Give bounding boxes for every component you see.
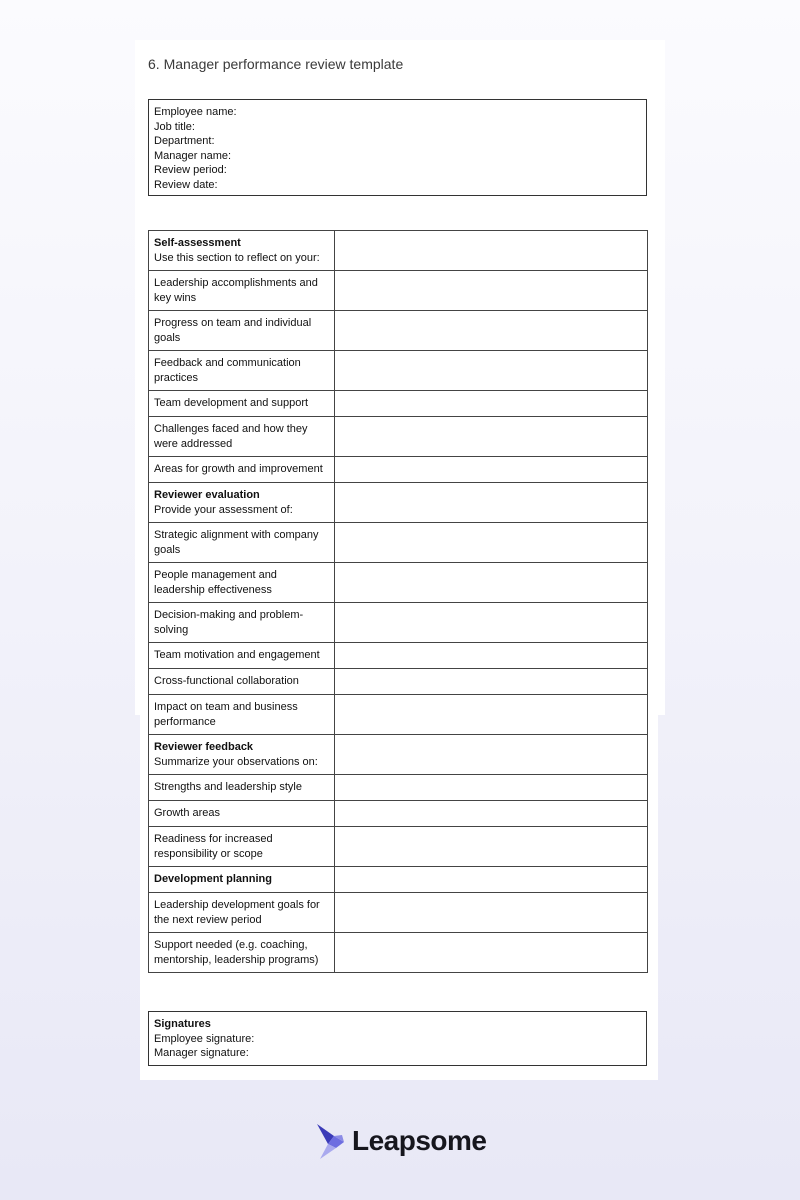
table-row xyxy=(149,417,648,457)
row-text: Impact on team and business performance xyxy=(154,700,298,728)
response-cell[interactable] xyxy=(335,695,648,735)
table-row xyxy=(149,523,648,563)
section-heading: Development planning xyxy=(154,873,272,886)
row-text: Use this section to reflect on your: xyxy=(154,251,320,264)
row-text: Cross-functional collaboration xyxy=(154,675,299,688)
review-table xyxy=(148,230,648,973)
response-cell[interactable] xyxy=(335,775,648,801)
response-cell[interactable] xyxy=(335,563,648,603)
row-label xyxy=(149,827,335,867)
table-row xyxy=(149,483,648,523)
row-text: Team motivation and engagement xyxy=(154,649,320,662)
info-field: Review period: xyxy=(154,164,227,177)
signatures-heading: Signatures xyxy=(154,1018,211,1030)
table-row xyxy=(149,603,648,643)
row-label xyxy=(149,271,335,311)
row-label xyxy=(149,483,335,523)
row-text: Areas for growth and improvement xyxy=(154,463,323,476)
response-cell[interactable] xyxy=(335,669,648,695)
table-row xyxy=(149,695,648,735)
row-text: Team development and support xyxy=(154,397,309,410)
row-label xyxy=(149,893,335,933)
response-cell[interactable] xyxy=(335,457,648,483)
row-label xyxy=(149,417,335,457)
table-row xyxy=(149,867,648,893)
row-text: People management and leadership effectiveness xyxy=(154,568,277,596)
response-cell[interactable] xyxy=(335,867,648,893)
response-cell[interactable] xyxy=(335,351,648,391)
table-row xyxy=(149,643,648,669)
section-heading: Reviewer evaluation xyxy=(154,488,260,501)
response-cell[interactable] xyxy=(335,603,648,643)
row-text: Growth areas xyxy=(154,807,221,820)
table-row xyxy=(149,801,648,827)
row-text: Leadership accomplishments and key wins xyxy=(154,276,318,304)
table-row xyxy=(149,391,648,417)
row-label xyxy=(149,457,335,483)
employee-info-box xyxy=(148,99,647,196)
table-row xyxy=(149,231,648,271)
table-row xyxy=(149,669,648,695)
table-row xyxy=(149,563,648,603)
table-row xyxy=(149,351,648,391)
response-cell[interactable] xyxy=(335,933,648,973)
response-cell[interactable] xyxy=(335,417,648,457)
signature-field: Employee signature: xyxy=(154,1032,255,1045)
row-text: Feedback and communication practices xyxy=(154,356,301,384)
response-cell[interactable] xyxy=(335,231,648,271)
response-cell[interactable] xyxy=(335,893,648,933)
response-cell[interactable] xyxy=(335,271,648,311)
table-row xyxy=(149,893,648,933)
row-text: Decision-making and problem-solving xyxy=(154,608,304,636)
info-field: Job title: xyxy=(154,120,195,133)
leapsome-logo xyxy=(316,1122,487,1160)
row-label xyxy=(149,695,335,735)
row-text: Support needed (e.g. coaching, mentorship, leadership programs) xyxy=(154,938,319,966)
row-label xyxy=(149,391,335,417)
response-cell[interactable] xyxy=(335,483,648,523)
signature-field: Manager signature: xyxy=(154,1047,249,1060)
row-text: Strengths and leadership style xyxy=(154,781,302,794)
info-field: Department: xyxy=(154,135,215,148)
info-field: Review date: xyxy=(154,178,218,191)
row-label xyxy=(149,735,335,775)
row-label xyxy=(149,643,335,669)
table-row xyxy=(149,457,648,483)
row-text: Progress on team and individual goals xyxy=(154,316,312,344)
response-cell[interactable] xyxy=(335,311,648,351)
row-text: Challenges faced and how they were addressed xyxy=(154,422,308,450)
response-cell[interactable] xyxy=(335,735,648,775)
row-label xyxy=(149,603,335,643)
response-cell[interactable] xyxy=(335,801,648,827)
table-row xyxy=(149,827,648,867)
table-row xyxy=(149,311,648,351)
section-heading: Self-assessment xyxy=(154,236,241,249)
section-heading: Reviewer feedback xyxy=(154,740,254,753)
brand-name: Leapsome xyxy=(352,1125,487,1156)
row-text: Leadership development goals for the next review period xyxy=(154,898,320,926)
row-text: Readiness for increased responsibility or scope xyxy=(154,832,273,860)
row-label xyxy=(149,523,335,563)
table-row xyxy=(149,271,648,311)
row-text: Provide your assessment of: xyxy=(154,503,293,516)
row-label xyxy=(149,311,335,351)
bird-logo-icon xyxy=(316,1122,346,1160)
row-text: Summarize your observations on: xyxy=(154,755,318,768)
table-row xyxy=(149,933,648,973)
info-field: Manager name: xyxy=(154,149,232,162)
signatures-box xyxy=(148,1011,647,1066)
row-text: Strategic alignment with company goals xyxy=(154,528,319,556)
row-label xyxy=(149,231,335,271)
row-label xyxy=(149,669,335,695)
row-label xyxy=(149,775,335,801)
table-row xyxy=(149,775,648,801)
document-title: 6. Manager performance review template xyxy=(148,56,404,72)
response-cell[interactable] xyxy=(335,643,648,669)
response-cell[interactable] xyxy=(335,523,648,563)
table-row xyxy=(149,735,648,775)
response-cell[interactable] xyxy=(335,391,648,417)
info-field: Employee name: xyxy=(154,106,237,118)
row-label xyxy=(149,351,335,391)
row-label xyxy=(149,933,335,973)
response-cell[interactable] xyxy=(335,827,648,867)
row-label xyxy=(149,563,335,603)
row-label xyxy=(149,867,335,893)
row-label xyxy=(149,801,335,827)
